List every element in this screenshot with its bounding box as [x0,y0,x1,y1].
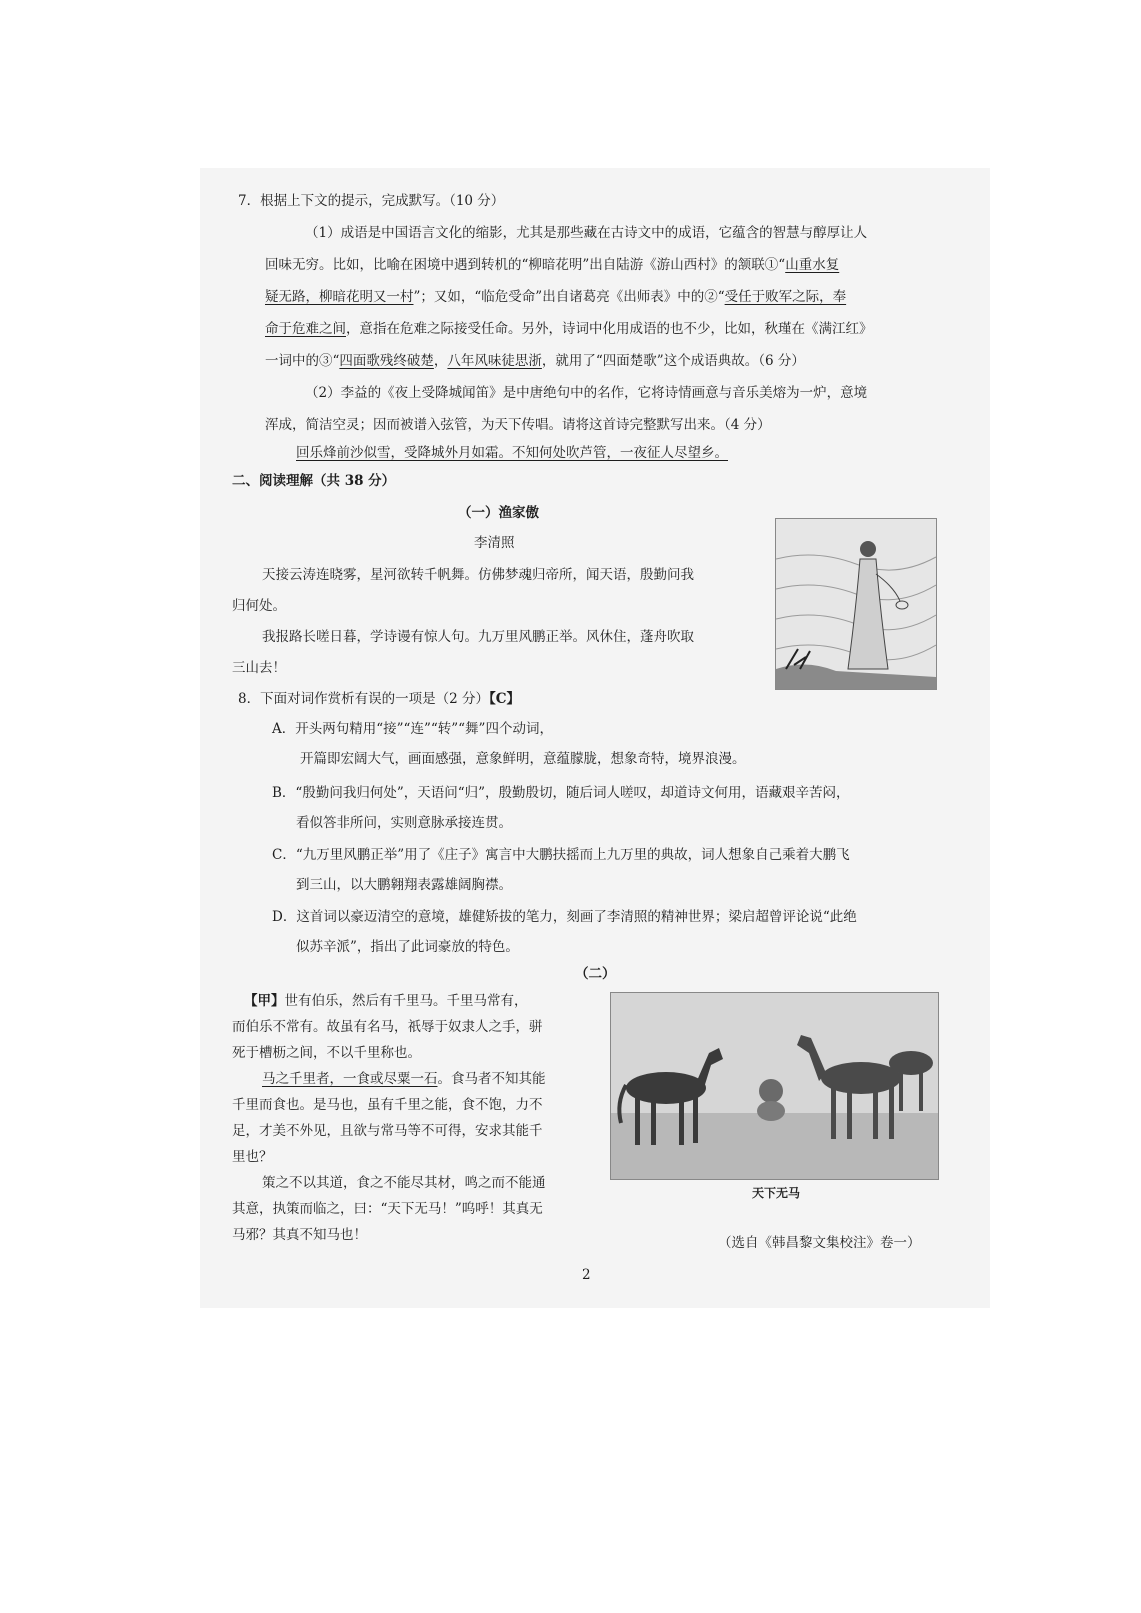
poem-title: （一）渔家傲 [458,505,539,521]
jia-tag: 【甲】 [244,993,285,1009]
page-number: 2 [582,1267,591,1283]
horses-illustration [610,992,939,1180]
part2-line3: 死于槽枥之间，不以千里称也。 [232,1045,421,1061]
q7-p1-line4: 命于危难之间，意指在危难之际接受任命。另外，诗词中化用成语的也不少，比如，秋瑾在《满江红》 [265,321,873,337]
answer-3b: 八年风味徒思浙 [447,353,542,369]
q8-option-a-line2: 开篇即宏阔大气，画面感强，意象鲜明，意蕴朦胧，想象奇特，境界浪漫。 [300,751,746,767]
answer-2b: 命于危难之间 [265,321,346,337]
q8-option-c-line2: 到三山，以大鹏翱翔表露雄阔胸襟。 [296,877,512,893]
q7-p1-line3: 疑无路，柳暗花明又一村”；又如，“临危受命”出自诸葛亮《出师表》中的②“受任于败军之际，奉 [265,289,847,305]
part2-line2: 而伯乐不常有。故虽有名马，祇辱于奴隶人之手，骈 [232,1019,543,1035]
part2-line7: 里也？ [232,1149,273,1165]
q8-option-a-line1: A．开头两句精用“接”“连”“转”“舞”四个动词， [272,721,553,737]
poem-author: 李清照 [474,535,515,551]
q8-option-b-line2: 看似答非所问，实则意脉承接连贯。 [296,815,512,831]
section2-heading: 二、阅读理解（共 38 分） [232,473,396,489]
part2-line9: 其意，执策而临之，曰：“天下无马！”呜呼！其真无 [232,1201,543,1217]
horse-image-caption: 天下无马 [752,1186,801,1200]
part2-line1: 【甲】世有伯乐，然后有千里马。千里马常有， [244,993,528,1009]
part2-line8: 策之不以其道，食之不能尽其材，鸣之而不能通 [262,1175,546,1191]
part2-line10: 马邪？其真不知马也！ [232,1227,367,1243]
q7-title: 7．根据上下文的提示，完成默写。（10 分） [238,193,505,209]
poem-line3: 我报路长嗟日暮，学诗谩有惊人句。九万里风鹏正举。风休住，蓬舟吹取 [262,629,694,645]
part2-line5: 千里而食也。是马也，虽有千里之能，食不饱，力不 [232,1097,543,1113]
q8-option-c-line1: C．“九万里风鹏正举”用了《庄子》寓言中大鹏扶摇而上九万里的典故，词人想象自己乘着大鹏飞 [272,847,850,863]
part2-underlined-sentence: 马之千里者，一食或尽粟一石 [262,1071,438,1087]
q7-p2-line2: 浑成，简洁空灵；因而被谱入弦管，为天下传唱。请将这首诗完整默写出来。（4 分） [265,417,771,433]
q7-p2-line1: （2）李益的《夜上受降城闻笛》是中唐绝句中的名作，它将诗情画意与音乐美熔为一炉，意境 [305,385,868,401]
poem-line2: 归何处。 [232,598,286,614]
q7-p1-line1: （1）成语是中国语言文化的缩影，尤其是那些藏在古诗文中的成语，它蕴含的智慧与醇厚让人 [305,225,868,241]
poem-line4: 三山去！ [232,660,286,676]
q8-option-d-line1: D．这首词以豪迈清空的意境，雄健矫拔的笔力，刻画了李清照的精神世界；梁启超曾评论说“此绝 [272,909,857,925]
part2-line4: 马之千里者，一食或尽粟一石。食马者不知其能 [262,1071,546,1087]
q7-p1-line2: 回味无穷。比如，比喻在困境中遇到转机的“柳暗花明”出自陆游《游山西村》的颔联①“山重水复 [265,257,840,273]
horse-icon [611,993,938,1179]
answer-3a: 四面歌残终破楚 [339,353,434,369]
woman-figure-icon [776,519,936,689]
li-qingzhao-illustration [775,518,937,690]
q8-option-d-line2: 似苏辛派”，指出了此词豪放的特色。 [296,939,519,955]
answer-2a: 受任于败军之际，奉 [724,289,847,305]
q7-p2-answer: 回乐烽前沙似雪，受降城外月如霜。不知何处吹芦管，一夜征人尽望乡。 [296,445,728,461]
q8-stem: 8．下面对词作赏析有误的一项是（2 分）【C】 [238,691,520,707]
q8-option-b-line1: B．“殷勤问我归何处”，天语问“归”，殷勤殷切，随后词人嗟叹，却道诗文何用，语藏艰辛苦闷， [272,785,850,801]
poem-line1: 天接云涛连晓雾，星河欲转千帆舞。仿佛梦魂归帝所，闻天语，殷勤问我 [262,567,694,583]
q7-p1-line5: 一词中的③“四面歌残终破楚，八年风味徒思浙，就用了“四面楚歌”这个成语典故。（6 分） [265,353,805,369]
part2-title: （二） [575,966,616,982]
part2-source: （选自《韩昌黎文集校注》卷一） [718,1235,921,1251]
answer-1a: 山重水复 [785,257,840,273]
answer-1b: 疑无路，柳暗花明又一村 [265,289,414,305]
q8-answer: 【C】 [488,691,520,707]
part2-line6: 足，才美不外见，且欲与常马等不可得，安求其能千 [232,1123,543,1139]
